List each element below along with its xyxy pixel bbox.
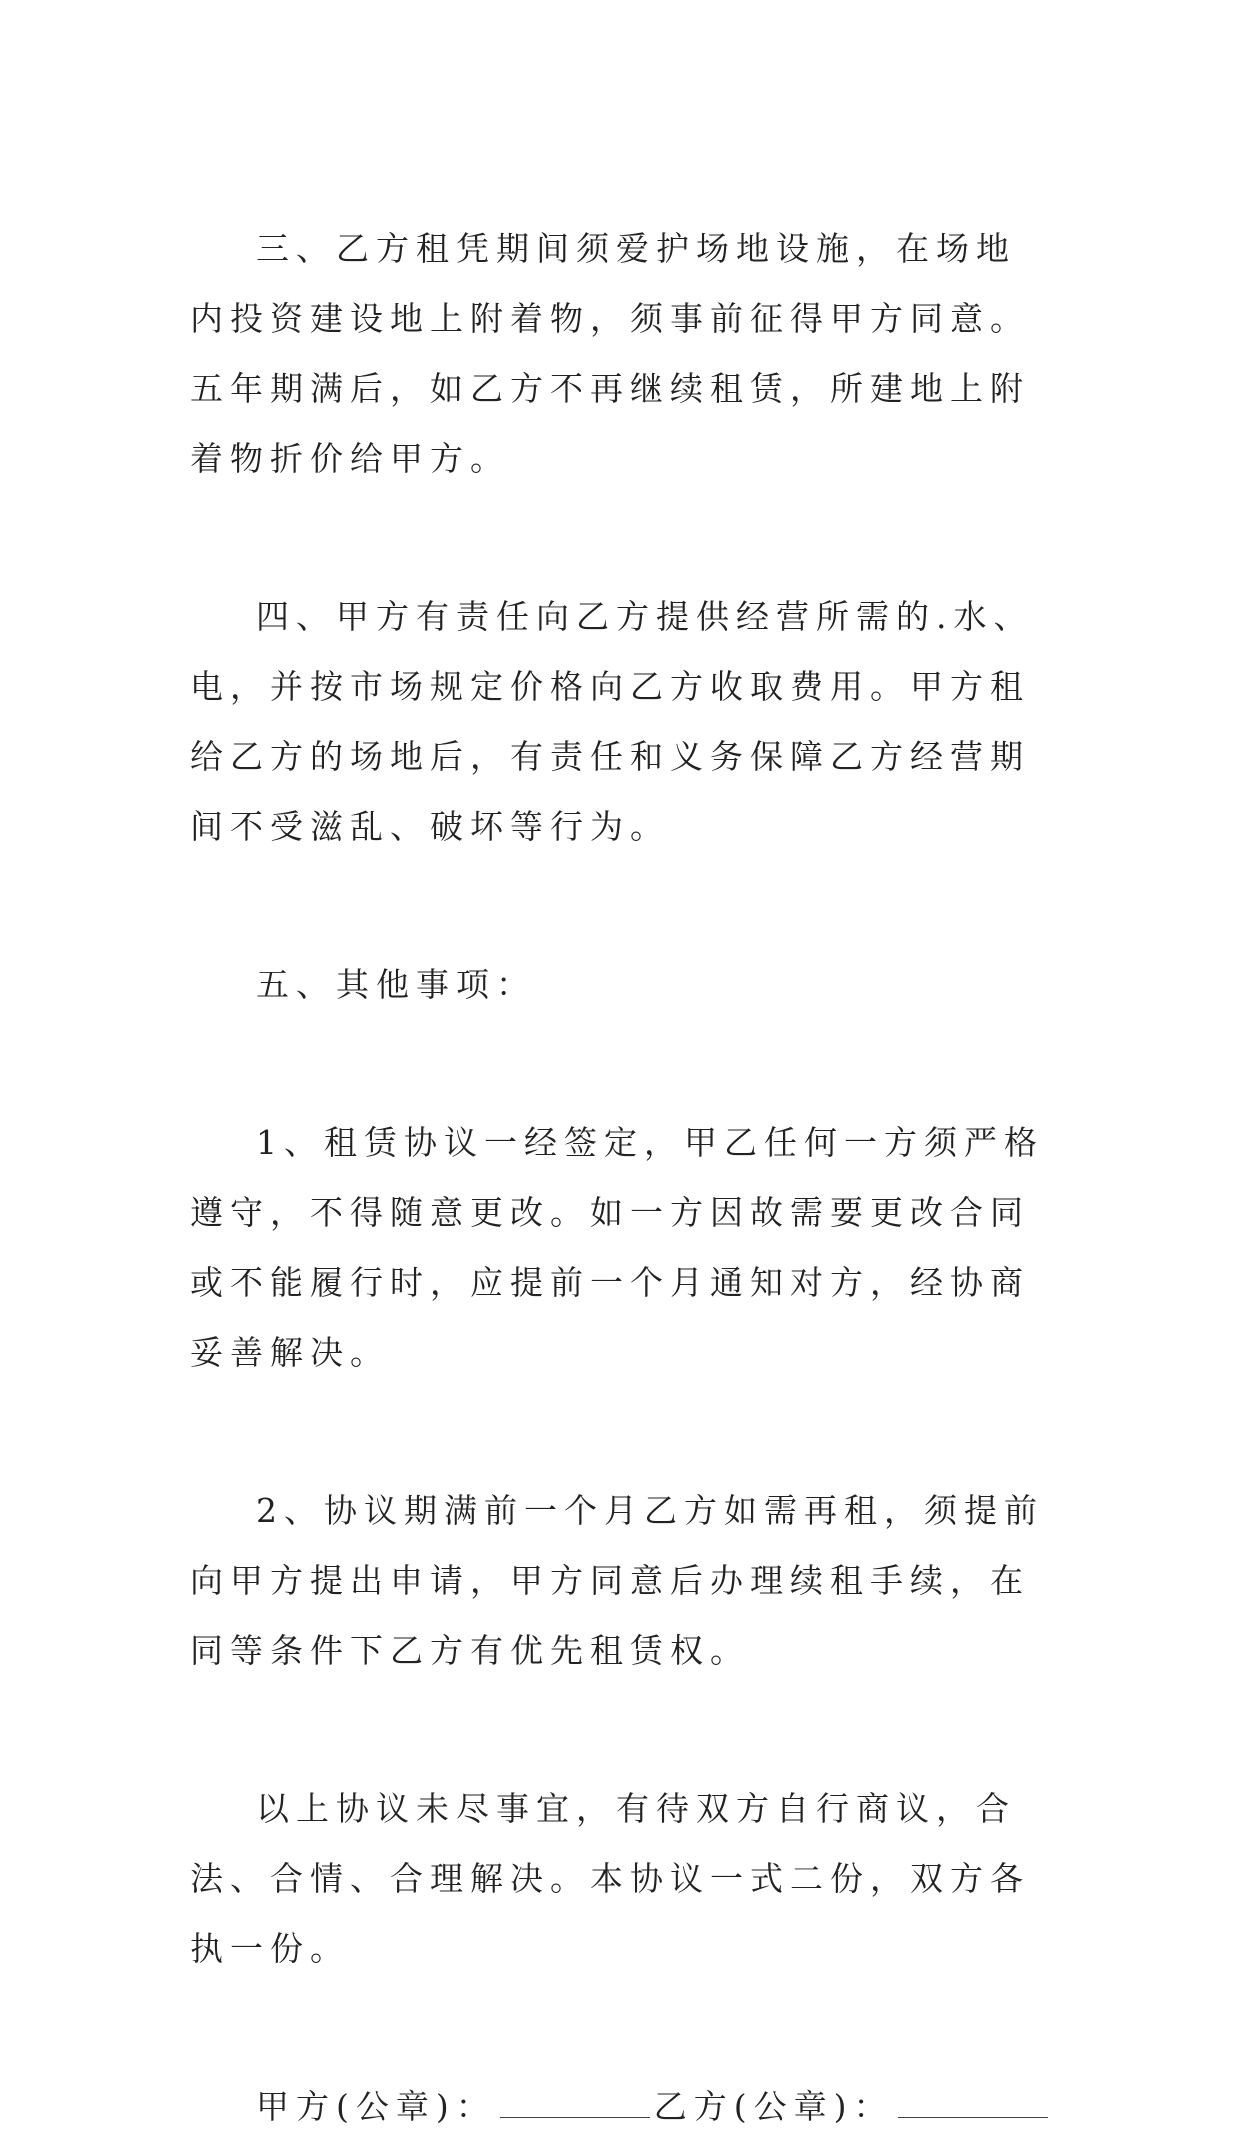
clause-four: 四、甲方有责任向乙方提供经营所需的.水、电，并按市场规定价格向乙方收取费用。甲方租给乙方的场地后，有责任和义务保障乙方经营期间不受滋乱、破坏等行为。 xyxy=(190,597,1034,846)
signature-row xyxy=(190,2072,1050,2142)
clause-five-heading: 五、其他事项： xyxy=(256,965,536,1004)
paragraph-gap xyxy=(190,494,1050,582)
document-body xyxy=(190,214,1050,2142)
clause-three: 三、乙方租凭期间须爱护场地设施，在场地内投资建设地上附着物，须事前征得甲方同意。五年期满后，如乙方不再继续租赁，所建地上附着物折价给甲方。 xyxy=(190,229,1030,478)
paragraph-gap xyxy=(190,1020,1050,1108)
party-a-seal-label: 甲方(公章)： xyxy=(256,2087,496,2126)
party-a-seal-blank[interactable] xyxy=(500,2091,650,2118)
paragraph-gap xyxy=(190,862,1050,950)
party-b-seal-label: 乙方(公章)： xyxy=(653,2087,894,2126)
closing-statement: 以上协议未尽事宜，有待双方自行商议，合法、合情、合理解决。本协议一式二份，双方各执一份。 xyxy=(190,1789,1030,1968)
paragraph-gap xyxy=(190,1984,1050,2072)
clause-five-item-1: 1、租赁协议一经签定，甲乙任何一方须严格遵守，不得随意更改。如一方因故需要更改合同或不能履行时，应提前一个月通知对方，经协商妥善解决。 xyxy=(190,1123,1044,1372)
paragraph-gap xyxy=(190,1686,1050,1774)
paragraph-gap xyxy=(190,1388,1050,1476)
clause-five-item-2: 2、协议期满前一个月乙方如需再租，须提前向甲方提出申请，甲方同意后办理续租手续，在同等条件下乙方有优先租赁权。 xyxy=(190,1491,1044,1670)
party-b-seal-blank[interactable] xyxy=(898,2091,1048,2118)
